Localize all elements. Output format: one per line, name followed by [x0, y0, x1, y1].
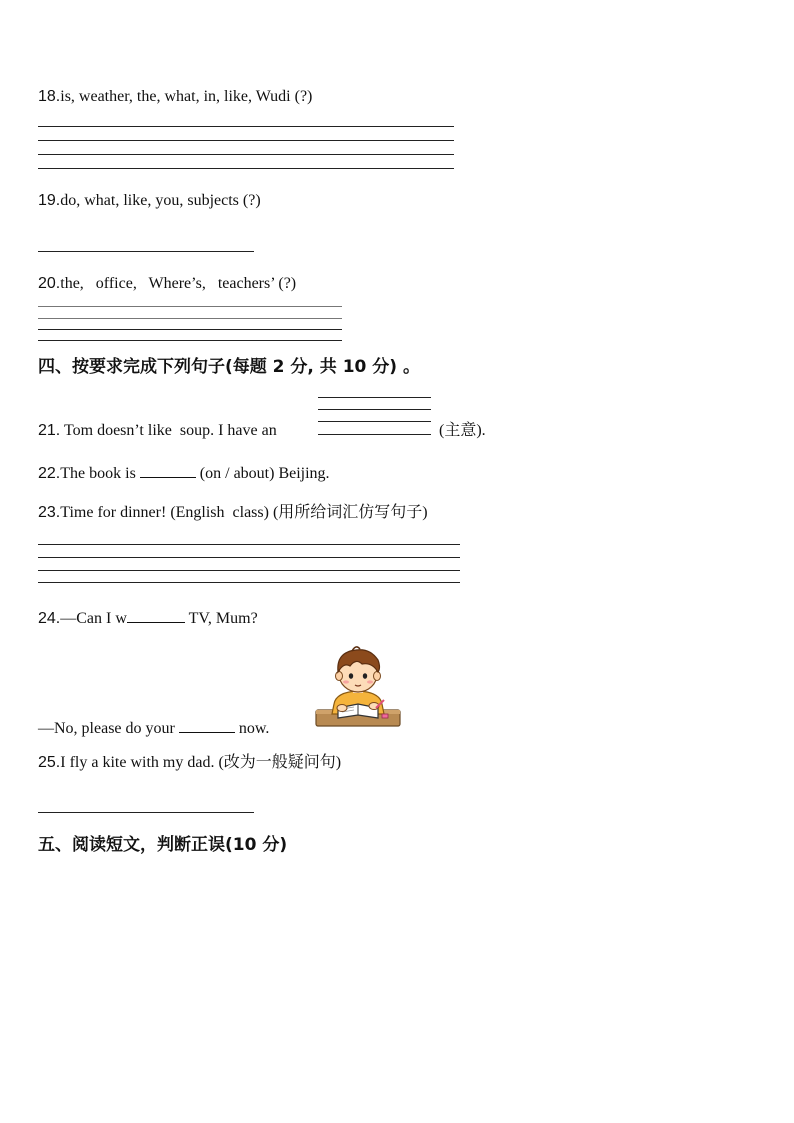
question-21-number: 21.	[38, 422, 61, 439]
answer-line[interactable]	[38, 306, 342, 307]
answer-line[interactable]	[318, 409, 431, 410]
question-24-text-before: —Can I w	[60, 610, 127, 627]
answer-line[interactable]	[38, 140, 454, 141]
question-18-text: is, weather, the, what, in, like, Wudi (?)	[60, 88, 313, 105]
question-24-reply-after: now.	[238, 720, 270, 737]
answer-line[interactable]	[38, 544, 460, 545]
fill-blank[interactable]	[179, 717, 235, 733]
answer-line[interactable]	[318, 421, 431, 422]
answer-line[interactable]	[38, 340, 342, 341]
answer-line[interactable]	[318, 434, 431, 435]
question-21-text: Tom doesn’t like soup. I have an	[60, 422, 277, 439]
question-21-hint: (主意).	[439, 422, 486, 439]
question-24-reply-before: —No, please do your	[38, 720, 175, 737]
question-22	[38, 462, 330, 484]
question-24-line-1	[38, 607, 258, 629]
question-24-line-2	[38, 717, 269, 739]
question-20	[38, 274, 296, 294]
answer-line[interactable]	[38, 318, 342, 319]
question-25	[38, 753, 341, 773]
question-22-text-before: The book is	[60, 465, 136, 482]
question-20-text: the, office, Where’s, teachers’ (?)	[60, 275, 297, 292]
question-22-number: 22.	[38, 465, 61, 482]
answer-line[interactable]	[38, 329, 342, 330]
question-21	[38, 421, 277, 441]
section-four-heading: 四、按要求完成下列句子(每题 2 分, 共 10 分) 。	[38, 357, 420, 377]
question-18-number: 18.	[38, 88, 61, 105]
answer-line[interactable]	[38, 154, 454, 155]
question-19-number: 19.	[38, 192, 61, 209]
answer-line[interactable]	[318, 397, 431, 398]
question-23-text: Time for dinner! (English class) (用所给词汇仿写句子)	[60, 504, 428, 521]
question-22-text-after: (on / about) Beijing.	[199, 465, 330, 482]
question-19-text: do, what, like, you, subjects (?)	[60, 192, 261, 209]
question-23-number: 23.	[38, 504, 61, 521]
question-25-number: 25.	[38, 754, 61, 771]
boy-doing-homework-illustration	[312, 642, 406, 734]
answer-line[interactable]	[38, 582, 460, 583]
fill-blank[interactable]	[140, 462, 196, 478]
question-23	[38, 503, 428, 523]
fill-blank[interactable]	[127, 607, 185, 623]
answer-line[interactable]	[38, 168, 454, 169]
answer-line[interactable]	[38, 570, 460, 571]
question-20-number: 20.	[38, 275, 61, 292]
question-25-text: I fly a kite with my dad. (改为一般疑问句)	[60, 754, 342, 771]
question-18	[38, 87, 312, 107]
question-24-text-after: TV, Mum?	[188, 610, 258, 627]
answer-line[interactable]	[38, 812, 254, 813]
question-24-number: 24.	[38, 610, 61, 627]
question-19	[38, 191, 261, 211]
answer-line[interactable]	[38, 126, 454, 127]
answer-line[interactable]	[38, 251, 254, 252]
answer-line[interactable]	[38, 557, 460, 558]
section-five-heading: 五、阅读短文，判断正误(10 分)	[38, 835, 288, 855]
